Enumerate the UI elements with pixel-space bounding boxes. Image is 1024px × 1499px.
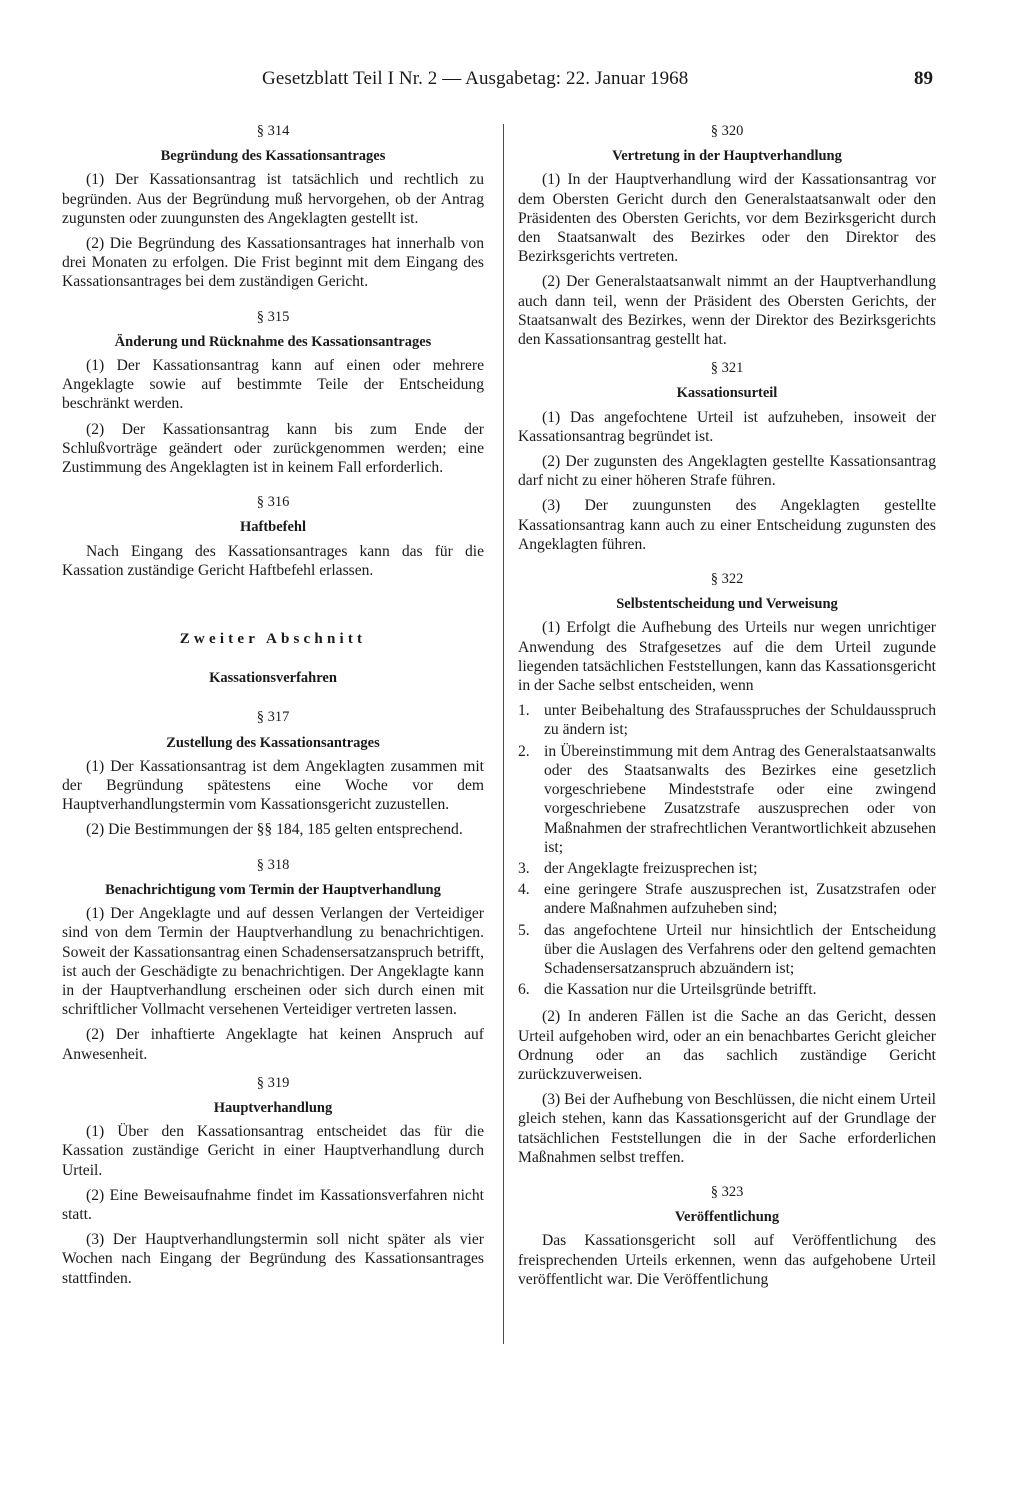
section-number: § 318 bbox=[256, 856, 290, 873]
section-number: § 316 bbox=[256, 494, 290, 511]
section-title: Veröffentlichung bbox=[674, 1209, 780, 1226]
section-title: Hauptverhandlung bbox=[213, 1099, 333, 1116]
numbered-list bbox=[518, 701, 936, 999]
section-number: § 315 bbox=[256, 308, 290, 325]
paragraph: (1) In der Hauptverhandlung wird der Kassationsantrag vor dem Obersten Gericht durch den Generalstaatsanwalt oder den Präsidenten des Obersten Gerichts, vor dem Bezirksgericht durch den Staatsanwalt des Bezirkes oder den Direktor des Bezirksgerichts vertreten. bbox=[518, 171, 936, 266]
section-number: § 320 bbox=[710, 123, 744, 139]
section-number: § 317 bbox=[256, 709, 290, 726]
list-number: 6. bbox=[518, 981, 530, 999]
section-title: Begründung des Kassationsantrages bbox=[160, 148, 386, 165]
section-319 bbox=[62, 1074, 484, 1288]
paragraph: (1) Der Kassationsantrag ist dem Angeklagten zusammen mit der Begründung spätestens eine Woche vor dem Hauptverhandlungstermin vom Kassationsgericht zuzustellen. bbox=[62, 757, 484, 814]
paragraph: (2) Der Kassationsantrag kann bis zum Ende der Schlußvorträge geändert oder zurückgenommen werden; eine Zustimmung des Angeklagten ist in keinem Fall erforderlich. bbox=[62, 420, 484, 477]
section-320 bbox=[518, 122, 936, 349]
column-divider bbox=[503, 124, 504, 1344]
section-number: § 322 bbox=[710, 571, 744, 588]
section-title: Änderung und Rücknahme des Kassationsantrages bbox=[114, 333, 432, 350]
section-title: Haftbefehl bbox=[239, 519, 307, 536]
section-number: § 319 bbox=[256, 1074, 290, 1091]
paragraph: (1) Über den Kassationsantrag entscheidet das für die Kassation zuständige Gericht in einer Hauptverhandlung durch Urteil. bbox=[62, 1123, 484, 1179]
paragraph: (1) Der Kassationsantrag ist tatsächlich und rechtlich zu begründen. Aus der Begründung muß hervorgehen, ob der Antrag zugunsten oder zuungunsten des Angeklagten gestellt ist. bbox=[62, 171, 484, 227]
section-title: Vertretung in der Hauptverhandlung bbox=[612, 148, 842, 165]
list-item bbox=[518, 859, 936, 878]
paragraph: (1) Das angefochtene Urteil ist aufzuheben, insoweit der Kassationsantrag begründet ist. bbox=[518, 408, 936, 445]
list-text: in Übereinstimmung mit dem Antrag des Generalstaatsanwalts oder des Staatsanwalts des Bezirkes eine gesetzlich vorgeschriebene Mindeststrafe oder eine zwingend vorgeschriebene Zusatzstrafe auszusprechen oder von Maßnahmen der strafrechtlichen Verantwortlichkeit abzusehen ist; bbox=[544, 742, 936, 856]
paragraph: Nach Eingang des Kassationsantrages kann das für die Kassation zuständige Gericht Haftbefehl erlassen. bbox=[62, 542, 484, 579]
page-header bbox=[0, 68, 1024, 96]
paragraph: (1) Erfolgt die Aufhebung des Urteils nur wegen unrichtiger Anwendung des Strafgesetzes auf die dem Urteil zugunde liegenden tatsächlichen Feststellungen, kann das Kassationsgericht in der Sache selbst entscheiden, wenn bbox=[518, 619, 936, 695]
right-column bbox=[518, 122, 936, 1295]
section-317 bbox=[62, 708, 484, 839]
section-315 bbox=[62, 308, 484, 478]
list-text: die Kassation nur die Urteilsgründe betrifft. bbox=[544, 981, 817, 999]
section-323 bbox=[518, 1183, 936, 1289]
paragraph: (2) Die Begründung des Kassationsantrages hat innerhalb von drei Monaten zu erfolgen. Die Frist beginnt mit dem Eingang des Kassationsantrages bei dem zuständigen Gericht. bbox=[62, 235, 484, 291]
list-number: 1. bbox=[518, 702, 530, 720]
chapter-subtitle: Kassationsverfahren bbox=[209, 670, 337, 687]
left-column bbox=[62, 122, 484, 1294]
list-text: unter Beibehaltung des Strafausspruches der Schuldausspruch zu ändern ist; bbox=[544, 702, 936, 739]
section-316 bbox=[62, 493, 484, 580]
paragraph: (3) Der Hauptverhandlungstermin soll nicht später als vier Wochen nach Eingang der Begründung des Kassationsantrages stattfinden. bbox=[62, 1231, 484, 1287]
paragraph: (2) Der Generalstaatsanwalt nimmt an der Hauptverhandlung auch dann teil, wenn der Präsident des Obersten Gerichts, der Staatsanwalt des Bezirkes, wenn der Direktor des Bezirksgerichts den Kassationsantrag gestellt hat. bbox=[518, 273, 936, 349]
chapter-heading: Zweiter Abschnitt bbox=[179, 631, 367, 648]
paragraph: (1) Der Kassationsantrag kann auf einen oder mehrere Angeklagte sowie auf bestimmte Teile der Entscheidung beschränkt werden. bbox=[62, 357, 484, 413]
section-318 bbox=[62, 856, 484, 1064]
list-text: das angefochtene Urteil nur hinsichtlich der Entscheidung über die Auslagen des Verfahrens oder den geltend gemachten Schadensersatzanspruch abzuändern ist; bbox=[544, 921, 936, 977]
section-number: § 314 bbox=[256, 123, 290, 139]
section-title: Zustellung des Kassationsantrages bbox=[166, 734, 380, 751]
paragraph: (2) Der inhaftierte Angeklagte hat keinen Anspruch auf Anwesenheit. bbox=[62, 1026, 484, 1063]
section-number: § 323 bbox=[710, 1183, 744, 1200]
paragraph: (2) Eine Beweisaufnahme findet im Kassationsverfahren nicht statt. bbox=[62, 1186, 484, 1223]
list-item bbox=[518, 921, 936, 979]
paragraph: (3) Bei der Aufhebung von Beschlüssen, die nicht einem Urteil gleich stehen, kann das Kassationsgericht auf der Grundlage der tatsächlichen Feststellungen die in der Sache erforderlichen Maßnahmen selbst treffen. bbox=[518, 1091, 936, 1166]
section-314 bbox=[62, 122, 484, 292]
list-item bbox=[518, 980, 936, 999]
section-322 bbox=[518, 570, 936, 1167]
section-321 bbox=[518, 359, 936, 554]
paragraph: (1) Der Angeklagte und auf dessen Verlangen der Verteidiger sind von dem Termin der Hauptverhandlung zu benachrichtigen. Soweit der Kassationsantrag einen Schadensersatzanspruch betrifft, ist auch der Geschädigte zu benachrichtigen. Der Angeklagte kann in der Hauptverhandlung erscheinen oder sich durch einen mit schriftlicher Vollmacht versehenen Verteidiger vertreten lassen. bbox=[62, 905, 484, 1019]
page-number: 89 bbox=[914, 68, 933, 89]
paragraph: (3) Der zuungunsten des Angeklagten gestellte Kassationsantrag kann auch zu einer Entscheidung zugunsten des Angeklagten führen. bbox=[518, 497, 936, 553]
list-number: 4. bbox=[518, 881, 530, 899]
paragraph: (2) Der zugunsten des Angeklagten gestellte Kassationsantrag darf nicht zu einer höheren Strafe führen. bbox=[518, 453, 936, 490]
list-number: 3. bbox=[518, 859, 530, 877]
list-number: 2. bbox=[518, 742, 530, 760]
section-number: § 321 bbox=[710, 360, 744, 377]
section-title: Selbstentscheidung und Verweisung bbox=[616, 596, 838, 613]
section-title: Kassationsurteil bbox=[676, 385, 778, 402]
list-item bbox=[518, 880, 936, 918]
section-title: Benachrichtigung vom Termin der Hauptverhandlung bbox=[105, 881, 441, 898]
list-item bbox=[518, 701, 936, 739]
list-number: 5. bbox=[518, 921, 530, 939]
paragraph: (2) In anderen Fällen ist die Sache an das Gericht, dessen Urteil aufgehoben wird, oder an ein benachbartes Gericht gleicher Ordnung oder an das sachlich zuständige Gericht zurückzuverweisen. bbox=[518, 1008, 936, 1083]
header-title: Gesetzblatt Teil I Nr. 2 — Ausgabetag: 22. Januar 1968 bbox=[262, 68, 689, 89]
paragraph: (2) Die Bestimmungen der §§ 184, 185 gelten entsprechend. bbox=[86, 821, 463, 839]
list-text: der Angeklagte freizusprechen ist; bbox=[544, 859, 758, 877]
paragraph: Das Kassationsgericht soll auf Veröffentlichung des freisprechenden Urteils erkennen, wenn das aufgehobene Urteil veröffentlicht war. Die Veröffentlichung bbox=[518, 1232, 936, 1288]
list-text: eine geringere Strafe auszusprechen ist, Zusatzstrafen oder andere Maßnahmen aufzuheben sind; bbox=[544, 881, 936, 918]
list-item bbox=[518, 742, 936, 857]
